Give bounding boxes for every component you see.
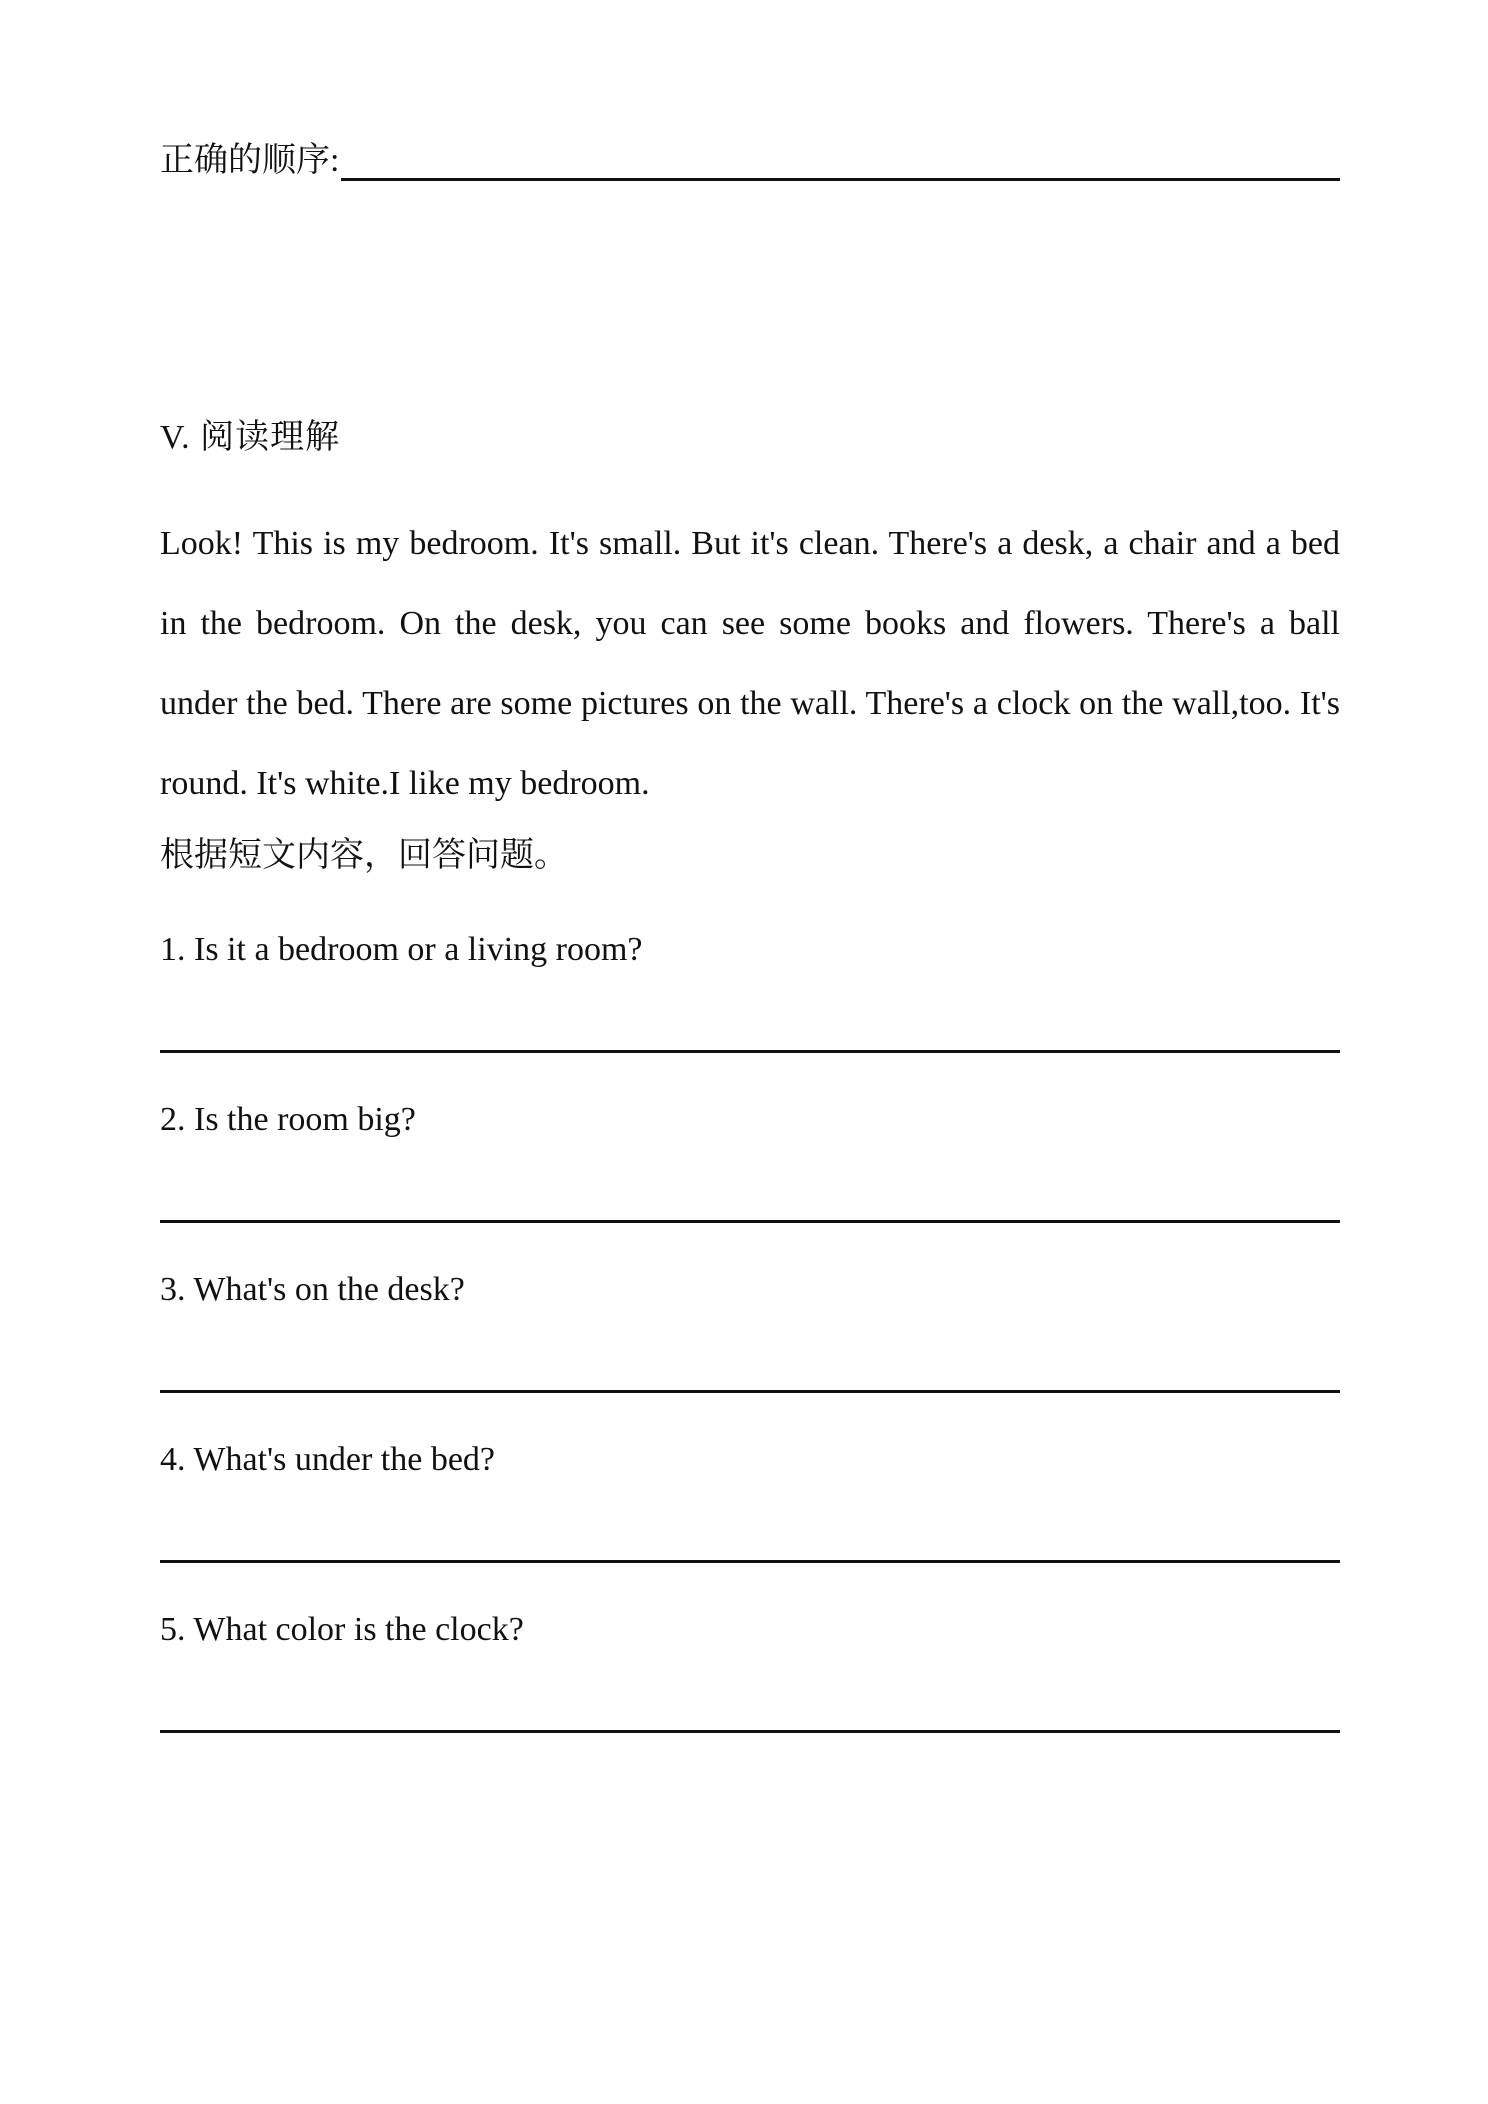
answer-line-2[interactable] xyxy=(160,1220,1340,1223)
answer-line-1[interactable] xyxy=(160,1050,1340,1053)
question-2: 2. Is the room big? xyxy=(160,1101,416,1138)
instruction-text: 根据短文内容，回答问题。 xyxy=(160,837,568,874)
answer-line-3[interactable] xyxy=(160,1390,1340,1393)
answer-line-4[interactable] xyxy=(160,1560,1340,1563)
question-1: 1. Is it a bedroom or a living room? xyxy=(160,931,643,968)
question-5: 5. What color is the clock? xyxy=(160,1611,524,1648)
section-title: V. 阅读理解 xyxy=(160,419,341,456)
answer-line-5[interactable] xyxy=(160,1730,1340,1733)
question-4: 4. What's under the bed? xyxy=(160,1441,496,1478)
question-3: 3. What's on the desk? xyxy=(160,1271,465,1308)
correct-order-row xyxy=(160,140,1340,181)
reading-passage: Look! This is my bedroom. It's small. But it's clean. There's a desk, a chair and a bed in the bedroom. On the desk, you can see some books and flowers. There's a ball under the bed. There are some pictures on the wall. There's a clock on the wall,too. It's round. It's white.I like my bedroom. xyxy=(160,525,1340,802)
correct-order-answer-blank[interactable] xyxy=(341,140,1340,181)
correct-order-label: 正确的顺序: xyxy=(160,142,340,179)
